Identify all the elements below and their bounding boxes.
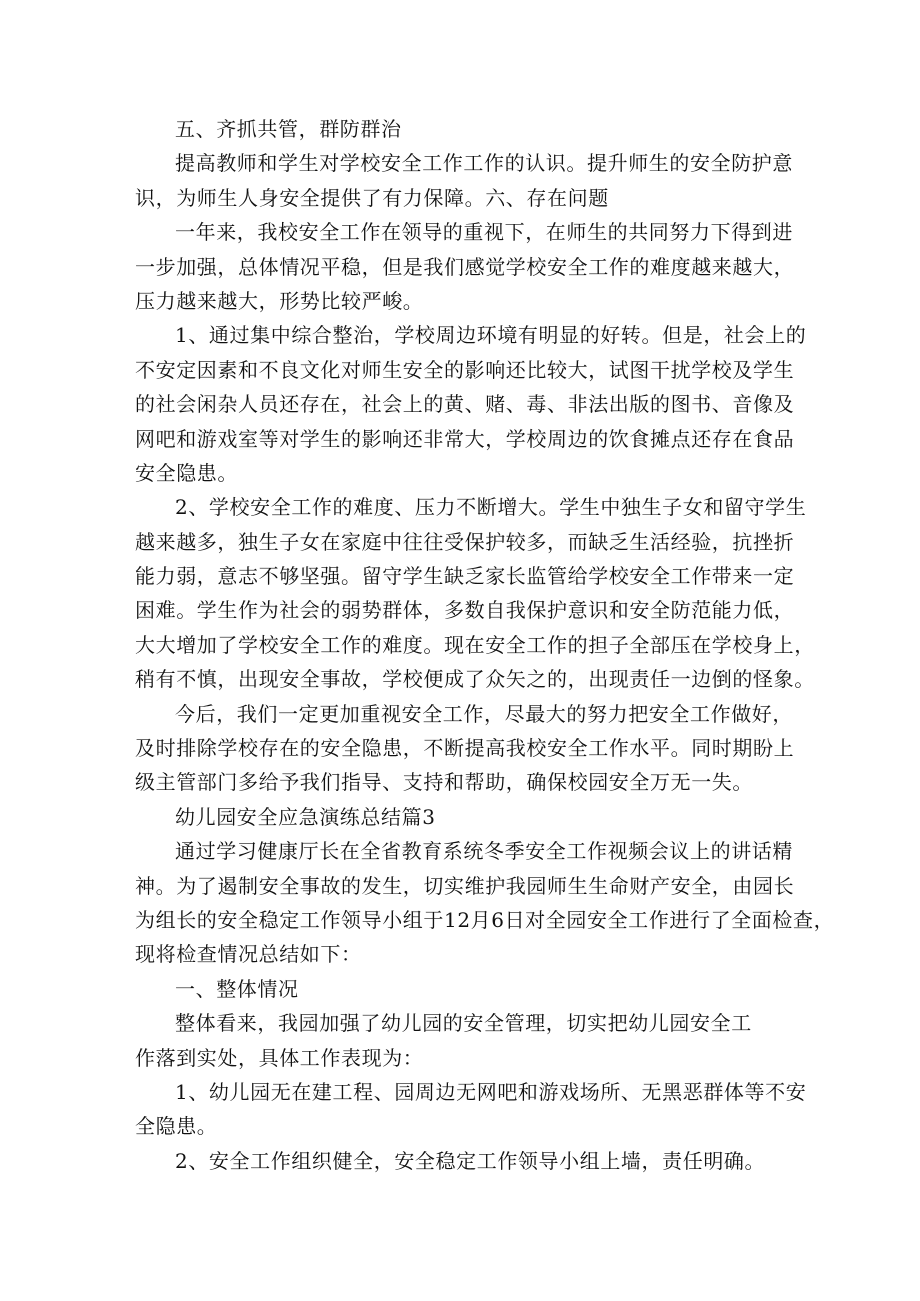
paragraph-line: 一步加强，总体情况平稳，但是我们感觉学校安全工作的难度越来越大， [135,254,795,279]
paragraph-line: 2、学校安全工作的难度、压力不断增大。学生中独生子女和留守学生 [175,495,807,520]
paragraph-line: 现将检查情况总结如下： [135,942,362,967]
paragraph-line: 1、幼儿园无在建工程、园周边无网吧和游戏场所、无黑恶群体等不安 [175,1079,807,1104]
section-title: 幼儿园安全应急演练总结篇3 [175,804,436,829]
paragraph-line: 通过学习健康厅长在全省教育系统冬季安全工作视频会议上的讲话精 [175,839,793,864]
paragraph-line: 1、通过集中综合整治，学校周边环境有明显的好转。但是，社会上的 [175,323,807,348]
paragraph-line: 不安定因素和不良文化对师生安全的影响还比较大，试图干扰学校及学生 [135,357,795,382]
paragraph-line: 整体看来，我园加强了幼儿园的安全管理，切实把幼儿园安全工 [175,1011,752,1036]
paragraph-line: 识，为师生人身安全提供了有力保障。六、存在问题 [135,185,609,210]
section-heading: 五、齐抓共管，群防群治 [175,117,402,141]
paragraph-line: 提高教师和学生对学校安全工作工作的认识。提升师生的安全防护意 [175,151,793,176]
paragraph-line: 一年来，我校安全工作在领导的重视下，在师生的共同努力下得到进 [175,220,793,245]
paragraph-line: 全隐患。 [135,1114,218,1139]
paragraph-line: 压力越来越大，形势比较严峻。 [135,288,424,313]
section-heading: 一、整体情况 [175,976,299,1001]
paragraph-line: 今后，我们一定更加重视安全工作，尽最大的努力把安全工作做好， [175,701,793,726]
paragraph-line: 及时排除学校存在的安全隐患，不断提高我校安全工作水平。同时期盼上 [135,736,795,761]
document-body [135,112,835,1178]
paragraph-line: 为组长的安全稳定工作领导小组于12月6日对全园安全工作进行了全面检查， [135,907,835,932]
paragraph-line: 安全隐患。 [135,460,238,485]
paragraph-line: 神。为了遏制安全事故的发生，切实维护我园师生生命财产安全，由园长 [135,873,795,898]
paragraph-line: 困难。学生作为社会的弱势群体，多数自我保护意识和安全防范能力低， [135,598,795,623]
paragraph-line: 网吧和游戏室等对学生的影响还非常大，学校周边的饮食摊点还存在食品 [135,426,795,451]
paragraph-line: 稍有不慎，出现安全事故，学校便成了众矢之的，出现责任一边倒的怪象。 [135,667,815,692]
paragraph-line: 越来越多，独生子女在家庭中往往受保护较多，而缺乏生活经验，抗挫折 [135,529,795,554]
paragraph-line: 大大增加了学校安全工作的难度。现在安全工作的担子全部压在学校身上， [135,632,815,657]
paragraph-line: 级主管部门多给予我们指导、支持和帮助，确保校园安全万无一失。 [135,770,753,795]
paragraph-line: 能力弱，意志不够坚强。留守学生缺乏家长监管给学校安全工作带来一定 [135,564,795,589]
paragraph-line: 的社会闲杂人员还存在，社会上的黄、赌、毒、非法出版的图书、音像及 [135,392,795,417]
paragraph-line: 作落到实处，具体工作表现为： [135,1045,424,1070]
paragraph-line: 2、安全工作组织健全，安全稳定工作领导小组上墙，责任明确。 [175,1148,766,1173]
